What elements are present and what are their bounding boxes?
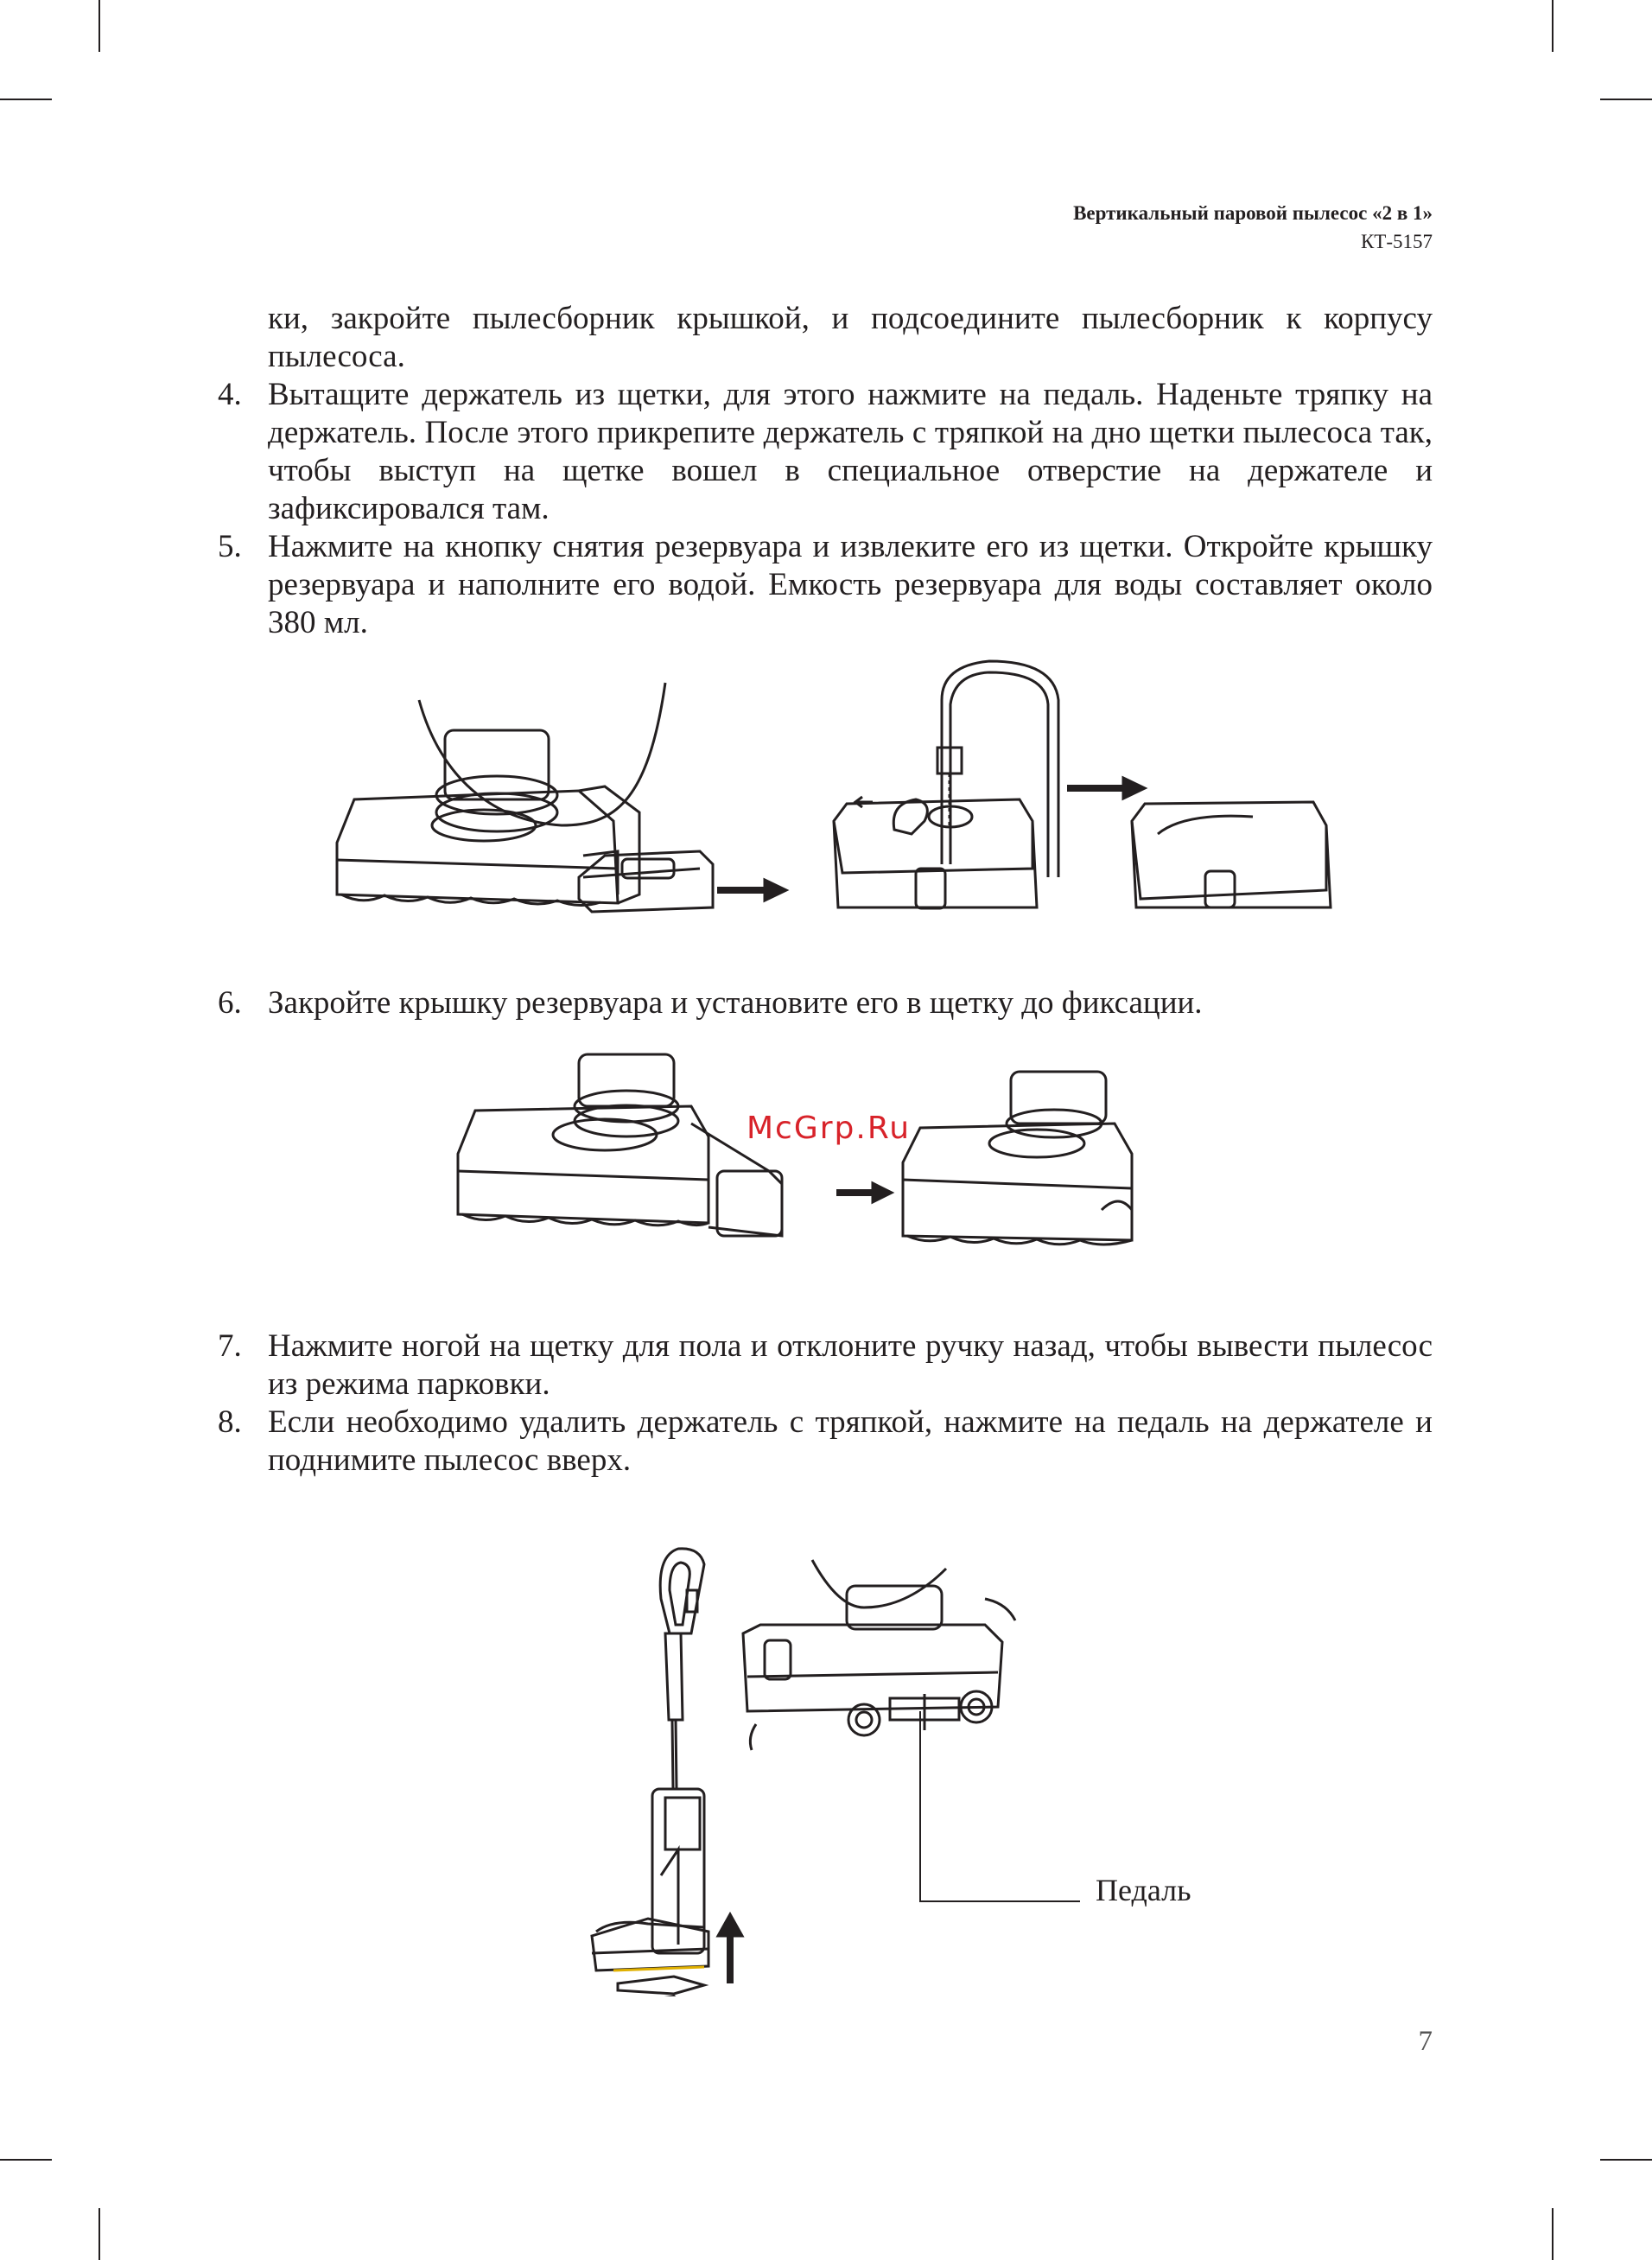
crop-mark (1552, 0, 1554, 52)
brush-illustration (337, 683, 665, 906)
step-8 (218, 1404, 1433, 1480)
page-number: 7 (1418, 2026, 1433, 2057)
header-model: КТ-5157 (1360, 231, 1433, 252)
open-tank-illustration (834, 797, 1037, 908)
faucet-illustration (937, 661, 1058, 877)
crop-mark (98, 2208, 100, 2260)
header-title: Вертикальный паровой пылесос «2 в 1» (1073, 202, 1433, 224)
step-text: Вытащите держатель из щетки, для этого нажмите на педаль. Наденьте тряпку на держатель. После этого прикрепите держатель с тряпкой на дно щетки пылесоса так, чтобы выступ на щетке вошел в специальное отверстие на держателе и зафиксировался там. (268, 377, 1433, 526)
figure-tank-install (449, 1041, 1158, 1266)
step-text: Нажмите ногой на щетку для пола и отклоните ручку назад, чтобы вывести пылесос из режима парковки. (268, 1328, 1433, 1402)
crop-mark (1600, 2159, 1652, 2161)
watermark: McGrp.Ru (747, 1111, 912, 1146)
step-5 (218, 528, 1433, 642)
crop-mark (1600, 99, 1652, 100)
pedal-label: Педаль (1096, 1873, 1191, 1907)
crop-mark (0, 2159, 52, 2161)
closed-tank-illustration (1132, 802, 1331, 907)
crop-mark (1552, 2208, 1554, 2260)
crop-mark (0, 99, 52, 100)
brush-assembled-illustration (903, 1072, 1132, 1245)
step-number: 5. (218, 529, 242, 564)
step-text: Если необходимо удалить держатель с тряпкой, нажмите на педаль на держателе и поднимите пылесос вверх. (268, 1404, 1433, 1478)
step-number: 6. (218, 985, 242, 1021)
brush-underside-illustration (743, 1560, 1015, 1750)
brush-with-tank-illustration (458, 1054, 782, 1236)
page-header (1073, 199, 1433, 256)
figure-pedal (579, 1504, 1097, 1996)
step-number: 7. (218, 1328, 242, 1364)
step-text: Закройте крышку резервуара и установите его в щетку до фиксации. (268, 985, 1203, 1021)
intro-continuation: ки, закройте пылесборник крышкой, и подсоедините пылесборник к корпусу пылесоса. (268, 301, 1433, 374)
crop-mark (98, 0, 100, 52)
figure-tank-removal (320, 648, 1339, 942)
step-text: Нажмите на кнопку снятия резервуара и извлеките его из щетки. Откройте крышку резервуара и наполните его водой. Емкость резервуара для воды составляет около 380 мл. (268, 529, 1433, 640)
step-number: 8. (218, 1404, 242, 1440)
step-6 (218, 984, 1433, 1022)
step-7 (218, 1327, 1433, 1404)
step-4 (218, 376, 1433, 528)
step-number: 4. (218, 377, 242, 412)
pedal-callout-line (920, 1711, 1080, 1901)
upright-vacuum-illustration (592, 1549, 708, 1996)
